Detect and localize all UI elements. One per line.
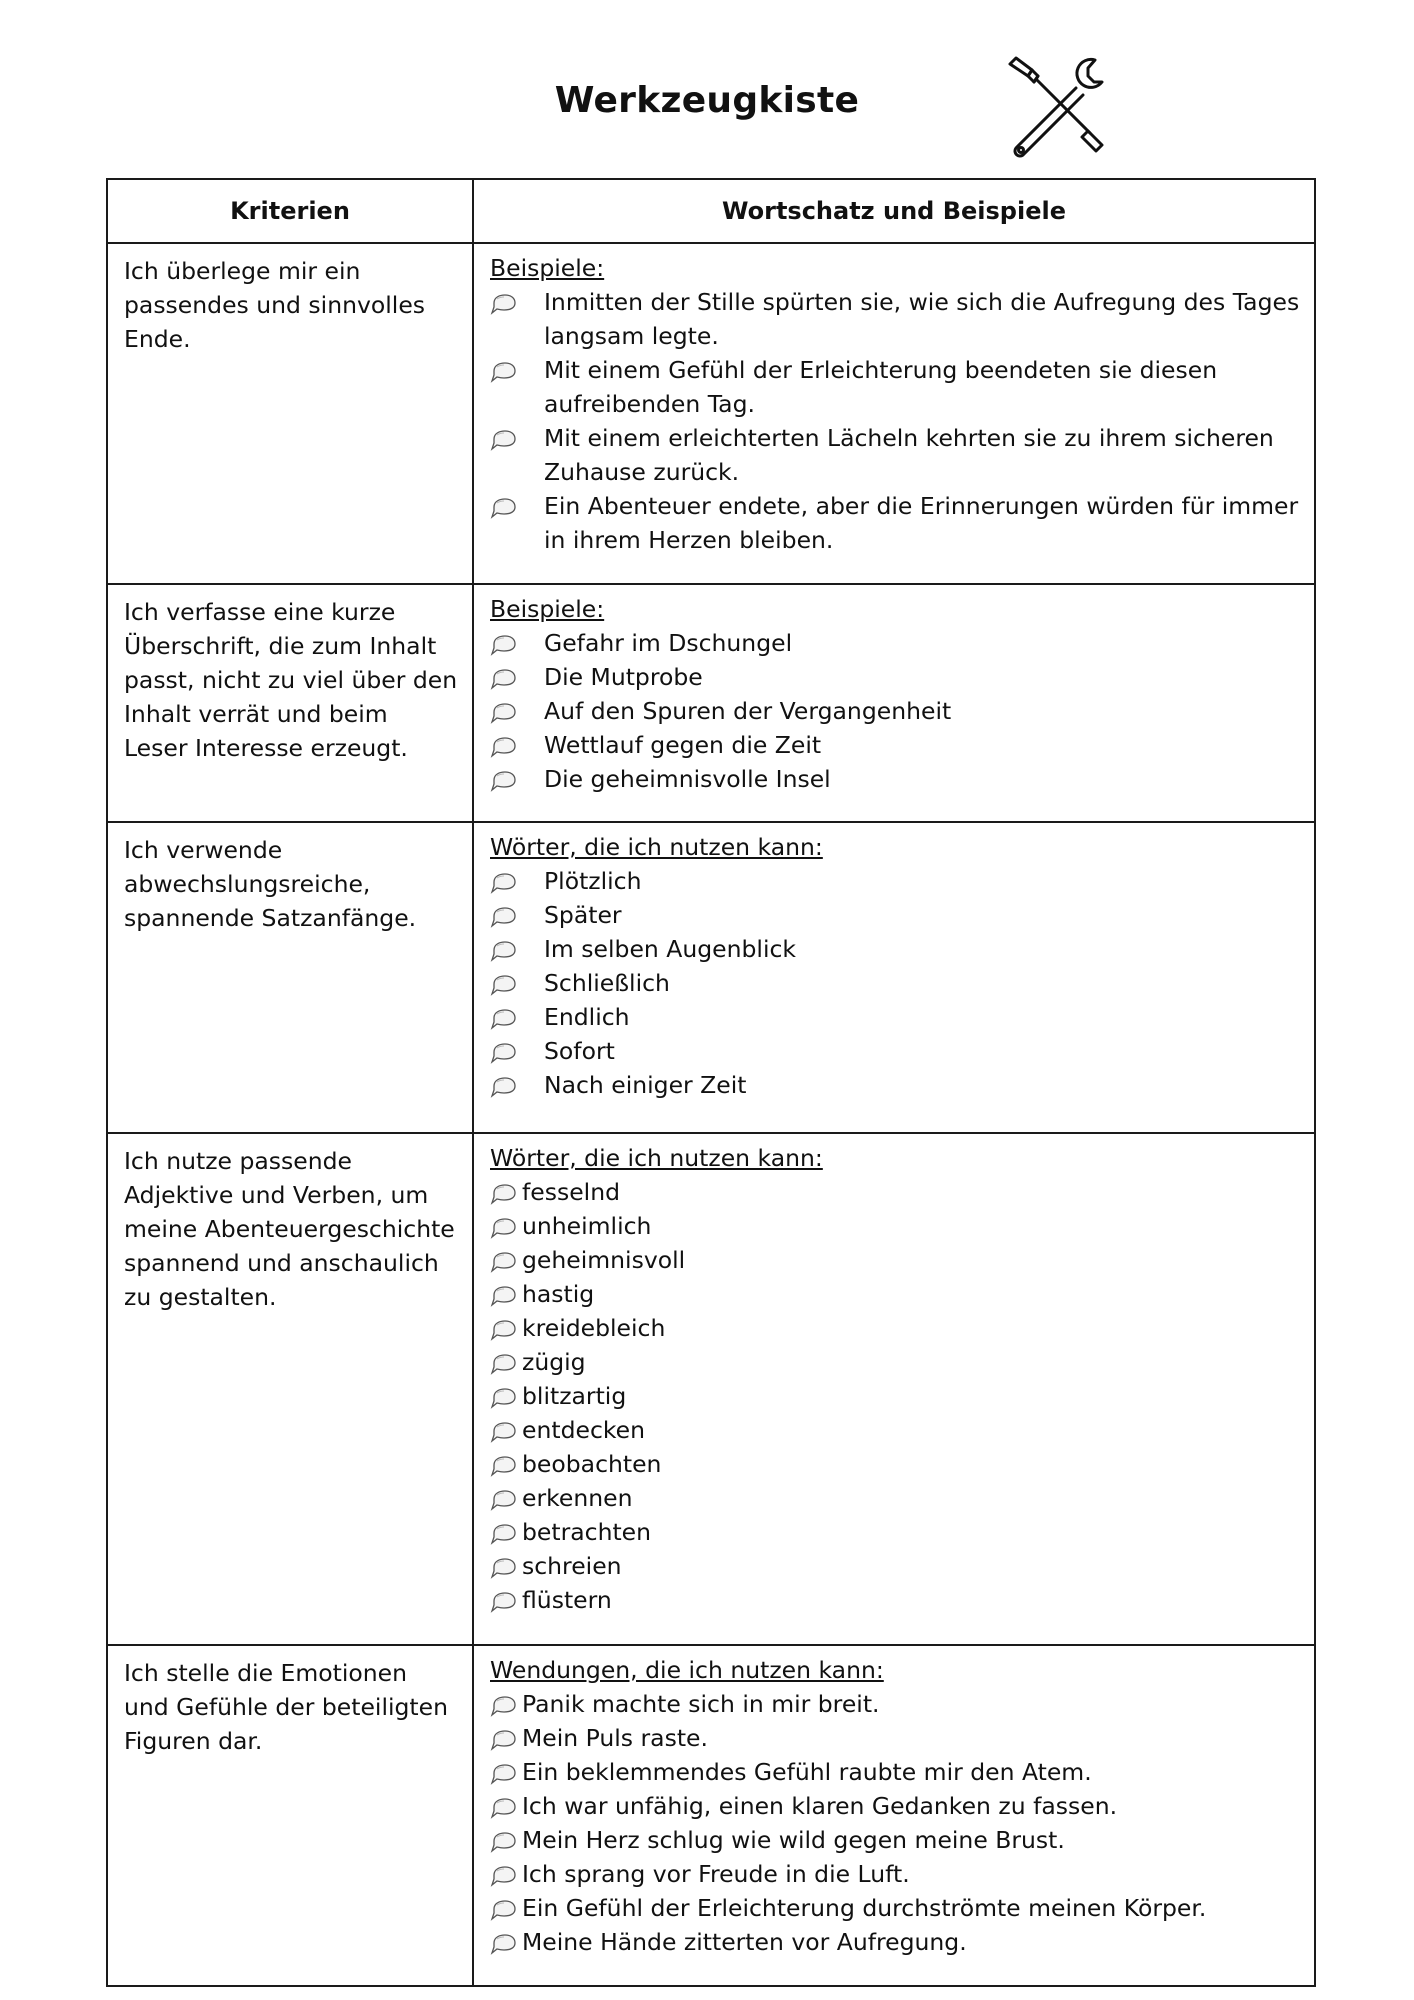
criterion-text: Ich überlege mir ein passendes und sinnvolles Ende. [107,243,473,584]
list-item [490,1549,1302,1583]
list-item-text: erkennen [522,1484,633,1512]
list-item [490,1413,1302,1447]
list-item-text: fesselnd [522,1178,621,1206]
speech-bubble-icon [490,494,518,516]
page-title: Werkzeugkiste [554,80,860,121]
list-item [490,1175,1302,1209]
list-item-text: entdecken [522,1416,645,1444]
list-item-text: Gefahr im Dschungel [544,629,793,657]
speech-bubble-icon [490,869,518,891]
list-item [490,1311,1302,1345]
list-item-text: Panik machte sich in mir breit. [522,1690,880,1718]
list-item-text: Ich war unfähig, einen klaren Gedanken zu fassen. [522,1792,1118,1820]
speech-bubble-icon [490,665,518,687]
list-item [490,1034,1302,1068]
speech-bubble-icon [490,1073,518,1095]
speech-bubble-icon [490,1350,518,1372]
list-item-text: Schließlich [544,969,670,997]
speech-bubble-icon [490,1554,518,1576]
speech-bubble-icon [490,426,518,448]
list-item-text: Nach einiger Zeit [544,1071,747,1099]
list-item-text: kreidebleich [522,1314,666,1342]
list-item [490,1789,1302,1823]
list-item-text: blitzartig [522,1382,627,1410]
list-item-text: Ein Gefühl der Erleichterung durchströmte meinen Körper. [522,1894,1207,1922]
list-item [490,1721,1302,1755]
list-item-text: flüstern [522,1586,612,1614]
word-list [490,1175,1302,1617]
vocabulary-cell [473,243,1315,584]
criterion-text: Ich nutze passende Adjektive und Verben, um meine Abenteuergeschichte spannend und anschaulich zu gestalten. [107,1133,473,1645]
speech-bubble-icon [490,1486,518,1508]
list-item-text: betrachten [522,1518,652,1546]
section-heading: Beispiele: [490,254,605,282]
list-item [490,353,1302,421]
speech-bubble-icon [490,1692,518,1714]
section-heading: Wendungen, die ich nutzen kann: [490,1656,884,1684]
list-item [490,489,1302,557]
list-item [490,1857,1302,1891]
list-item [490,932,1302,966]
table-row [107,1645,1315,1986]
phrase-list [490,1687,1302,1959]
list-item-text: Mein Puls raste. [522,1724,708,1752]
list-item [490,1379,1302,1413]
list-item-text: Die Mutprobe [544,663,703,691]
list-item [490,1277,1302,1311]
example-list [490,285,1302,557]
table-row [107,584,1315,822]
list-item [490,1755,1302,1789]
list-item-text: Auf den Spuren der Vergangenheit [544,697,952,725]
list-item [490,1823,1302,1857]
speech-bubble-icon [490,1005,518,1027]
speech-bubble-icon [490,290,518,312]
list-item [490,1891,1302,1925]
table-row [107,243,1315,584]
list-item-text: Ich sprang vor Freude in die Luft. [522,1860,910,1888]
list-item [490,1583,1302,1617]
vocabulary-cell [473,584,1315,822]
speech-bubble-icon [490,903,518,925]
speech-bubble-icon [490,358,518,380]
section-heading: Beispiele: [490,595,605,623]
speech-bubble-icon [490,631,518,653]
speech-bubble-icon [490,1794,518,1816]
speech-bubble-icon [490,1726,518,1748]
list-item-text: Endlich [544,1003,630,1031]
speech-bubble-icon [490,1588,518,1610]
speech-bubble-icon [490,1896,518,1918]
vocabulary-cell [473,1133,1315,1645]
list-item [490,285,1302,353]
speech-bubble-icon [490,1862,518,1884]
speech-bubble-icon [490,699,518,721]
list-item-text: Die geheimnisvolle Insel [544,765,831,793]
list-item-text: hastig [522,1280,595,1308]
criterion-text: Ich verfasse eine kurze Überschrift, die zum Inhalt passt, nicht zu viel über den Inhalt verrät und beim Leser Interesse erzeugt. [107,584,473,822]
list-item [490,626,1302,660]
list-item [490,1000,1302,1034]
list-item-text: Mit einem erleichterten Lächeln kehrten sie zu ihrem sicheren Zuhause zurück. [544,424,1274,486]
speech-bubble-icon [490,1520,518,1542]
example-list [490,626,1302,796]
list-item [490,1209,1302,1243]
speech-bubble-icon [490,1452,518,1474]
speech-bubble-icon [490,1930,518,1952]
speech-bubble-icon [490,733,518,755]
speech-bubble-icon [490,1214,518,1236]
list-item-text: unheimlich [522,1212,652,1240]
list-item [490,898,1302,932]
list-item-text: Plötzlich [544,867,642,895]
list-item [490,728,1302,762]
table-row [107,1133,1315,1645]
list-item-text: zügig [522,1348,586,1376]
list-item-text: Mein Herz schlug wie wild gegen meine Brust. [522,1826,1065,1854]
list-item-text: Sofort [544,1037,615,1065]
list-item [490,1243,1302,1277]
list-item [490,1687,1302,1721]
list-item [490,660,1302,694]
word-list [490,864,1302,1102]
list-item [490,1515,1302,1549]
speech-bubble-icon [490,1316,518,1338]
vocabulary-cell [473,822,1315,1133]
speech-bubble-icon [490,1760,518,1782]
list-item-text: Meine Hände zitterten vor Aufregung. [522,1928,967,1956]
speech-bubble-icon [490,767,518,789]
list-item-text: beobachten [522,1450,662,1478]
list-item [490,421,1302,489]
header-vocabulary: Wortschatz und Beispiele [473,179,1315,243]
list-item [490,762,1302,796]
list-item [490,864,1302,898]
speech-bubble-icon [490,1384,518,1406]
list-item-text: Mit einem Gefühl der Erleichterung beendeten sie diesen aufreibenden Tag. [544,356,1218,418]
list-item-text: Ein beklemmendes Gefühl raubte mir den Atem. [522,1758,1092,1786]
criteria-table [106,178,1316,1987]
list-item [490,1345,1302,1379]
list-item [490,694,1302,728]
speech-bubble-icon [490,1180,518,1202]
list-item-text: Wettlauf gegen die Zeit [544,731,822,759]
list-item [490,1481,1302,1515]
criterion-text: Ich verwende abwechslungsreiche, spannende Satzanfänge. [107,822,473,1133]
speech-bubble-icon [490,1828,518,1850]
table-row [107,822,1315,1133]
speech-bubble-icon [490,1418,518,1440]
list-item-text: Im selben Augenblick [544,935,797,963]
list-item-text: Später [544,901,622,929]
list-item [490,1068,1302,1102]
list-item [490,1447,1302,1481]
list-item [490,966,1302,1000]
list-item-text: geheimnisvoll [522,1246,686,1274]
speech-bubble-icon [490,1248,518,1270]
header-criteria: Kriterien [107,179,473,243]
list-item [490,1925,1302,1959]
criterion-text: Ich stelle die Emotionen und Gefühle der beteiligten Figuren dar. [107,1645,473,1986]
speech-bubble-icon [490,971,518,993]
list-item-text: schreien [522,1552,622,1580]
speech-bubble-icon [490,937,518,959]
section-heading: Wörter, die ich nutzen kann: [490,833,823,861]
section-heading: Wörter, die ich nutzen kann: [490,1144,823,1172]
speech-bubble-icon [490,1039,518,1061]
speech-bubble-icon [490,1282,518,1304]
list-item-text: Ein Abenteuer endete, aber die Erinnerungen würden für immer in ihrem Herzen bleiben. [544,492,1299,554]
vocabulary-cell [473,1645,1315,1986]
list-item-text: Inmitten der Stille spürten sie, wie sich die Aufregung des Tages langsam legte. [544,288,1300,350]
tools-icon [1002,52,1112,162]
